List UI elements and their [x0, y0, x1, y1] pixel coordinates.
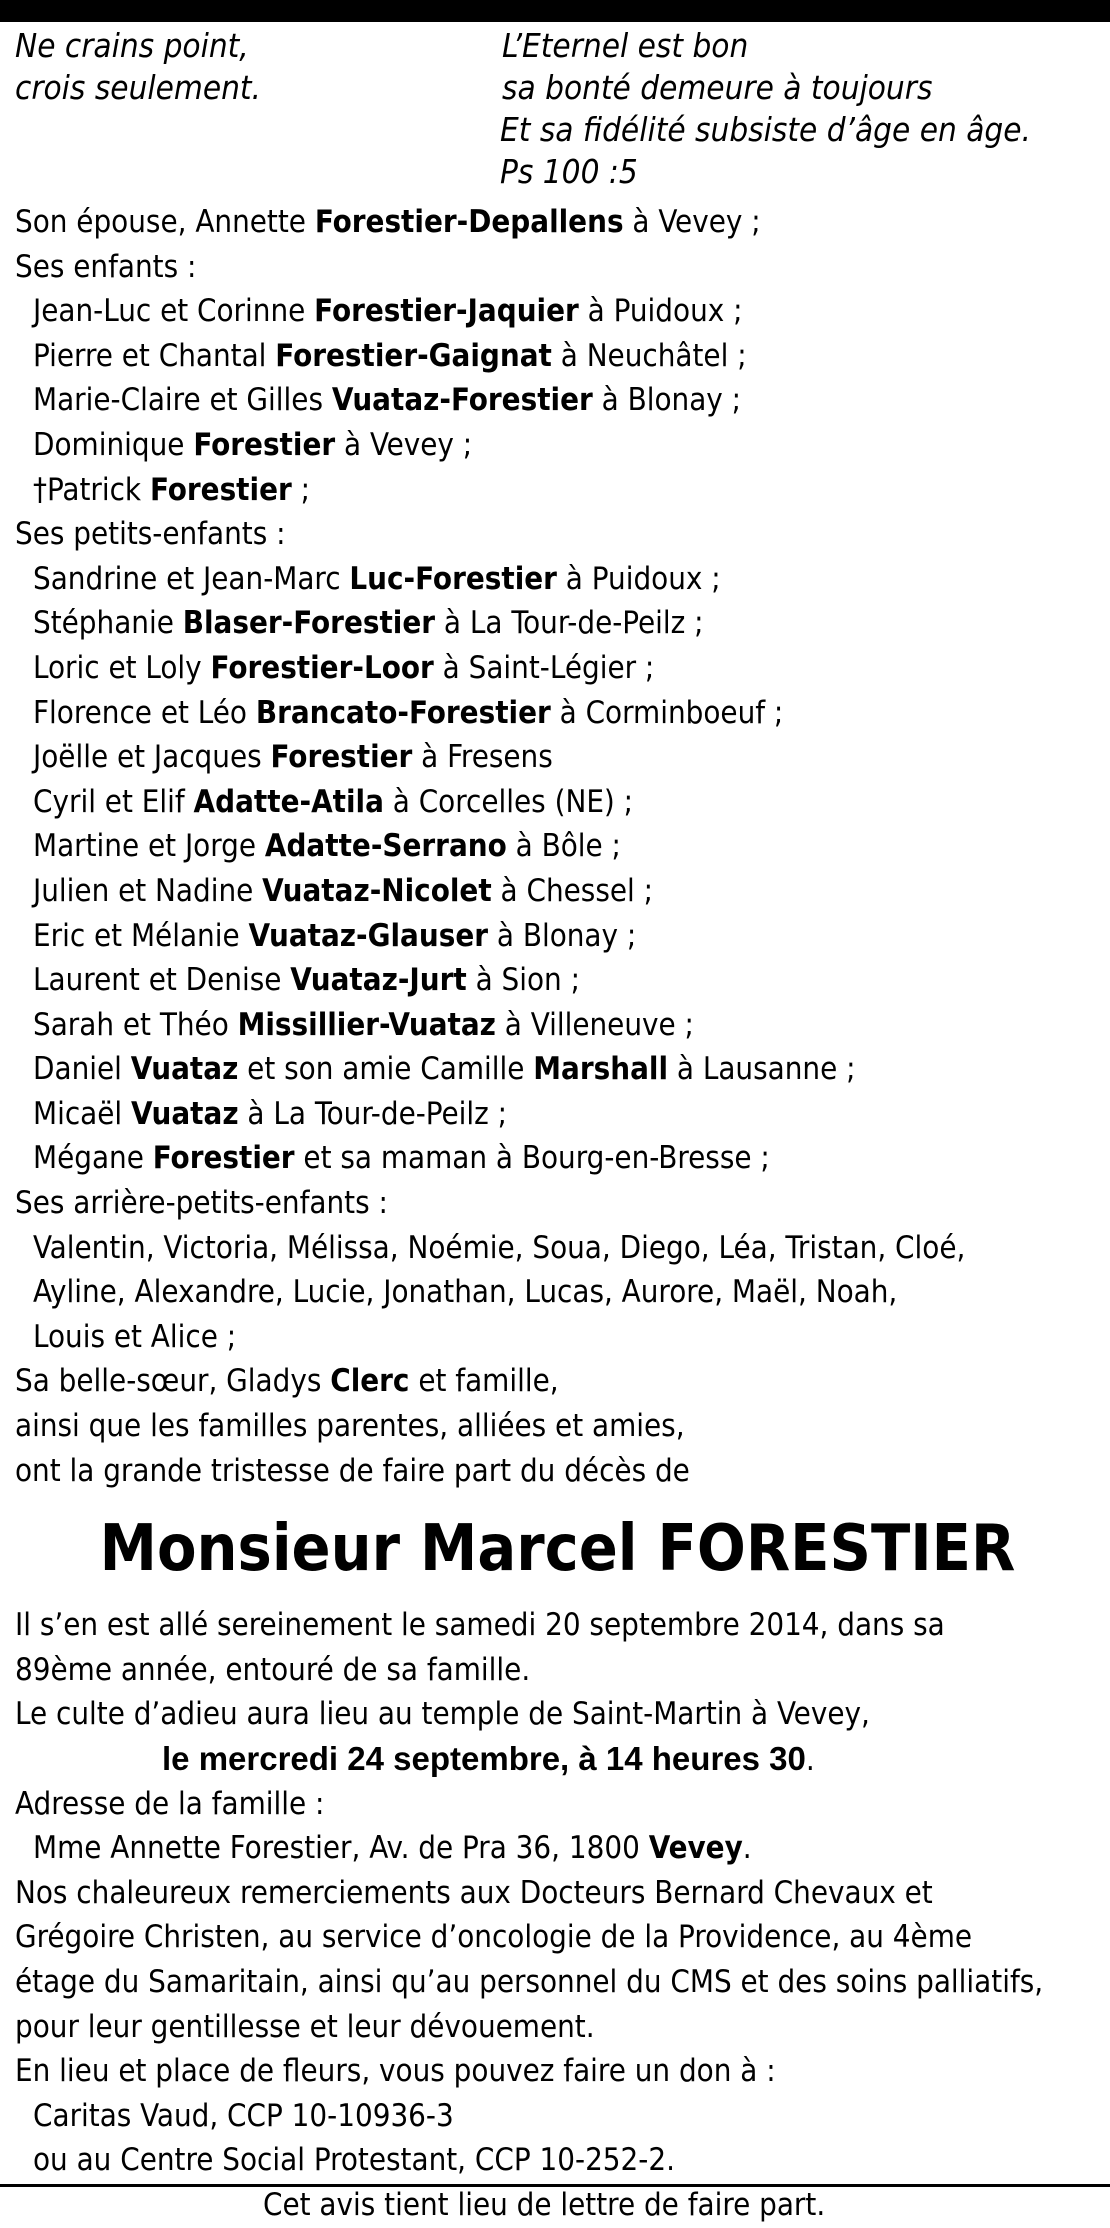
donation-line: ou au Centre Social Protestant, CCP 10-252-2.	[33, 2142, 675, 2179]
family-member-text: à Corcelles (NE) ;	[383, 783, 634, 820]
service-date: le mercredi 24 septembre, à 14 heures 30	[162, 1740, 806, 1777]
family-member-surname: Forestier-Jaquier	[314, 293, 579, 330]
family-member-text: Marie-Claire et Gilles	[33, 382, 332, 419]
family-member-line	[15, 1092, 1100, 1137]
family-member-line	[15, 1003, 1100, 1048]
family-member-text: Cyril et Elif	[33, 783, 194, 820]
family-member-text: à Corminboeuf ;	[550, 694, 784, 731]
verse-right-line: sa bonté demeure à toujours	[502, 68, 933, 107]
family-member-text: à Blonay ;	[488, 917, 637, 954]
grandchildren-list	[15, 557, 1100, 1181]
great-grandchildren-line: Louis et Alice ;	[33, 1318, 237, 1355]
family-member-text: Mégane	[33, 1140, 153, 1177]
family-member-line	[15, 1047, 1100, 1092]
family-member-text: à Fresens	[412, 739, 553, 776]
family-member-text: Eric et Mélanie	[33, 917, 249, 954]
service-date-suffix: .	[805, 1742, 815, 1778]
spouse-line	[15, 200, 1100, 245]
family-member-surname: Forestier-Gaignat	[275, 337, 552, 374]
family-member-text: à Chessel ;	[491, 872, 654, 909]
family-member-text: à Bôle ;	[506, 828, 621, 865]
obituary-body	[15, 200, 1100, 2228]
family-member-surname: Adatte-Serrano	[264, 828, 507, 865]
families-line: ainsi que les familles parentes, alliées et amies,	[15, 1408, 685, 1445]
family-member-text: à La Tour-de-Peilz ;	[238, 1095, 508, 1132]
family-member-line	[15, 423, 1100, 468]
family-member-surname: Vuataz	[130, 1051, 239, 1088]
family-member-text: Pierre et Chantal	[33, 337, 276, 374]
family-member-surname: Forestier	[149, 471, 292, 508]
family-member-line	[15, 334, 1100, 379]
family-member-text: à Sion ;	[466, 962, 580, 999]
spouse-name: Forestier-Depallens	[314, 204, 624, 240]
sister-in-law-name: Clerc	[330, 1363, 410, 1400]
address-prefix: Mme Annette Forestier, Av. de Pra 36, 1800	[33, 1830, 649, 1867]
verse-right	[502, 25, 1031, 193]
address-heading: Adresse de la famille :	[15, 1785, 325, 1822]
family-member-surname: Forestier	[152, 1140, 295, 1177]
family-member-line	[15, 557, 1100, 602]
family-member-text: à Lausanne ;	[668, 1051, 856, 1088]
family-member-surname: Forestier	[270, 739, 413, 776]
family-member-surname: Luc-Forestier	[349, 560, 557, 597]
sister-in-law-suffix: et famille,	[409, 1363, 559, 1400]
family-member-text: à Villeneuve ;	[495, 1006, 694, 1043]
family-member-surname: Vuataz	[131, 1095, 239, 1132]
family-member-line	[15, 1136, 1100, 1181]
family-member-text: Sarah et Théo	[33, 1006, 238, 1043]
verse-left-line: crois seulement.	[15, 68, 261, 107]
family-member-surname: Vuataz-Jurt	[290, 962, 467, 999]
children-heading: Ses enfants :	[15, 248, 197, 285]
family-member-text: ;	[291, 471, 311, 508]
great-grandchildren-line: Valentin, Victoria, Mélissa, Noémie, Soua, Diego, Léa, Tristan, Cloé,	[33, 1229, 966, 1266]
family-member-line	[15, 691, 1100, 736]
family-member-line	[15, 958, 1100, 1003]
address-city: Vevey	[648, 1830, 743, 1867]
top-border-bar	[0, 0, 1110, 22]
family-member-line	[15, 601, 1100, 646]
family-member-surname: Marshall	[533, 1051, 669, 1088]
family-member-text: Dominique	[33, 426, 194, 463]
grandchildren-heading: Ses petits-enfants :	[15, 516, 286, 553]
family-member-text: Stéphanie	[33, 605, 183, 642]
family-member-text: Daniel	[33, 1051, 131, 1088]
family-member-surname: Missillier-Vuataz	[237, 1006, 496, 1043]
children-list	[15, 289, 1100, 512]
family-member-line	[15, 824, 1100, 869]
family-member-text: à Puidoux ;	[556, 560, 721, 597]
announce-line: ont la grande tristesse de faire part du décès de	[15, 1452, 690, 1489]
family-member-line	[15, 914, 1100, 959]
family-member-text: à Puidoux ;	[578, 293, 743, 330]
family-member-text: à Saint-Légier ;	[433, 649, 655, 686]
family-member-surname: Adatte-Atila	[193, 783, 384, 820]
address-line	[15, 1826, 1100, 1871]
family-member-text: Laurent et Denise	[33, 962, 291, 999]
donation-line: Caritas Vaud, CCP 10-10936-3	[33, 2097, 454, 2134]
closing-line: Cet avis tient lieu de lettre de faire part.	[263, 2186, 826, 2223]
passing-line: 89ème année, entouré de sa famille.	[15, 1651, 531, 1688]
sister-in-law-line	[15, 1359, 1100, 1404]
verse-right-line: Ps 100 :5	[500, 152, 638, 191]
verse-right-line: Et sa fidélité subsiste d’âge en âge.	[500, 110, 1031, 149]
thanks-line: Grégoire Christen, au service d’oncologie de la Providence, au 4ème	[15, 1919, 973, 1956]
family-member-text: à Neuchâtel ;	[551, 337, 747, 374]
family-member-text: Micaël	[33, 1095, 132, 1132]
family-member-line	[15, 646, 1100, 691]
family-member-line	[15, 780, 1100, 825]
family-member-surname: Vuataz-Nicolet	[262, 872, 492, 909]
verse-right-line: L’Eternel est bon	[502, 26, 749, 65]
service-date-line	[15, 1737, 1100, 1782]
family-member-text: à Blonay ;	[592, 382, 742, 419]
family-member-text: †Patrick	[33, 471, 150, 508]
family-member-text: à La Tour-de-Peilz ;	[435, 605, 704, 642]
passing-line: Il s’en est allé sereinement le samedi 20 septembre 2014, dans sa	[15, 1607, 945, 1644]
address-suffix: .	[742, 1830, 752, 1867]
deceased-name-heading: Monsieur Marcel FORESTIER	[99, 1512, 1016, 1587]
family-member-line	[15, 468, 1100, 513]
family-member-text: Julien et Nadine	[33, 872, 263, 909]
family-member-text: Loric et Loly	[33, 649, 211, 686]
great-grandchildren-line: Ayline, Alexandre, Lucie, Jonathan, Lucas, Aurore, Maël, Noah,	[33, 1274, 898, 1311]
family-member-surname: Vuataz-Forestier	[331, 382, 593, 419]
family-member-text: Jean-Luc et Corinne	[33, 293, 315, 330]
family-member-line	[15, 869, 1100, 914]
family-member-surname: Vuataz-Glauser	[248, 917, 489, 954]
family-member-line	[15, 735, 1100, 780]
family-member-surname: Forestier	[193, 426, 336, 463]
family-member-surname: Brancato-Forestier	[255, 694, 551, 731]
passing-line: Le culte d’adieu aura lieu au temple de Saint-Martin à Vevey,	[15, 1696, 870, 1733]
family-member-line	[15, 289, 1100, 334]
spouse-prefix: Son épouse, Annette	[15, 204, 315, 240]
family-member-text: Florence et Léo	[33, 694, 256, 731]
thanks-line: étage du Samaritain, ainsi qu’au personnel du CMS et des soins palliatifs,	[15, 1963, 1044, 2000]
thanks-line: Nos chaleureux remerciements aux Docteurs Bernard Chevaux et	[15, 1874, 933, 1911]
family-member-text: et sa maman à Bourg-en-Bresse ;	[294, 1140, 770, 1177]
thanks-line: pour leur gentillesse et leur dévouement.	[15, 2008, 595, 2045]
spouse-suffix: à Vevey ;	[623, 204, 761, 240]
donation-heading: En lieu et place de fleurs, vous pouvez faire un don à :	[15, 2053, 776, 2090]
verse-left	[15, 25, 261, 109]
family-member-surname: Forestier-Loor	[210, 649, 434, 686]
family-member-line	[15, 378, 1100, 423]
family-member-text: Joëlle et Jacques	[33, 739, 271, 776]
sister-in-law-prefix: Sa belle-sœur, Gladys	[15, 1363, 331, 1400]
great-grandchildren-heading: Ses arrière-petits-enfants :	[15, 1185, 388, 1222]
family-member-text: à Vevey ;	[335, 426, 473, 463]
bottom-border-line	[0, 2184, 1110, 2187]
family-member-text: Sandrine et Jean-Marc	[33, 560, 350, 597]
verse-left-line: Ne crains point,	[15, 26, 249, 65]
family-member-text: et son amie Camille	[238, 1051, 534, 1088]
family-member-text: Martine et Jorge	[33, 828, 265, 865]
family-member-surname: Blaser-Forestier	[182, 605, 436, 642]
